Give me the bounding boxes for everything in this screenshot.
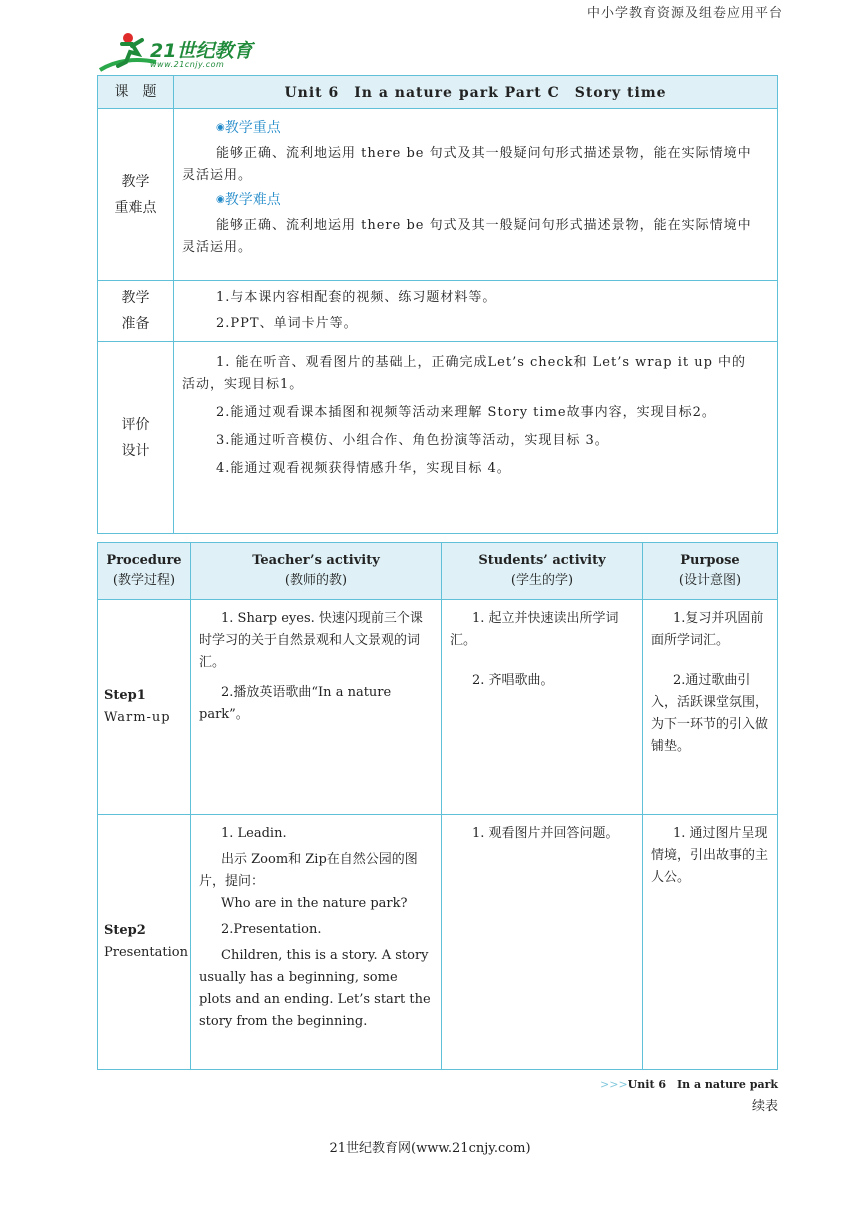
site-footer: 21世纪教育网(www.21cnjy.com) [329,1141,531,1156]
teacher-activity: 1. Leadin. 出示 Zoom和 Zip在自然公园的图片，提问： Who are in the nature park? 2.Presentation. Children, this is a story. A story usually has a beginning, some plots and an ending. Let’s start the story from the beginning. [191,815,442,1070]
purpose-cell: 1. 通过图片呈现情境，引出故事的主人公。 [643,815,778,1070]
prep-item: 2.PPT、单词卡片等。 [216,316,358,331]
continued-label: 续表 [751,1099,778,1114]
students-activity: 1. 起立并快速读出所学词汇。 2. 齐唱歌曲。 [442,600,643,815]
difficult-points-title: ◉教学难点 [216,192,281,208]
step-cell: Step2 Presentation [98,815,191,1070]
topic-label: 课 题 [98,76,174,109]
difficult-points-text: 能够正确、流利地运用 there be 句式及其一般疑问句形式描述景物，能在实际情境中灵活运用。 [182,218,752,255]
eval-item: 1. 能在听音、观看图片的基础上，正确完成Let’s check和 Let’s wrap it up 中的活动，实现目标1。 [182,355,747,392]
header-students: Students’ activity (学生的学) [442,543,643,600]
teacher-activity: 1. Sharp eyes. 快速闪现前三个课时学习的关于自然景观和人文景观的词汇。 2.播放英语歌曲“In a nature park”。 [191,600,442,815]
table-row [98,600,778,815]
header-procedure: Procedure (教学过程) [98,543,191,600]
platform-name: 中小学教育资源及组卷应用平台 [586,6,783,21]
logo-text: 21世纪教育 [150,40,253,62]
key-points-text: 能够正确、流利地运用 there be 句式及其一般疑问句形式描述景物，能在实际情境中灵活运用。 [182,146,752,183]
table-row [98,815,778,1070]
key-points-label: 教学 重难点 [98,109,174,281]
students-activity: 1. 观看图片并回答问题。 [442,815,643,1070]
purpose-cell: 1.复习并巩固前面所学词汇。 2.通过歌曲引入，活跃课堂氛围，为下一环节的引入做铺垫。 [643,600,778,815]
eval-label: 评价 设计 [98,342,174,534]
step-cell: Step1 Warm-up [98,600,191,815]
lesson-topic: Unit 6 In a nature park Part C Story time [174,76,778,109]
header-purpose: Purpose (设计意图) [643,543,778,600]
lesson-info-table [97,75,778,534]
eval-item: 2.能通过观看课本插图和视频等活动来理解 Story time故事内容，实现目标2。 [216,405,716,420]
key-points-title: ◉教学重点 [216,120,281,136]
procedure-table [97,542,778,1070]
eval-item: 4.能通过观看视频获得情感升华，实现目标 4。 [216,461,511,476]
logo-url: www.21cnjy.com [150,60,225,69]
eval-item: 3.能通过听音模仿、小组合作、角色扮演等活动，实现目标 3。 [216,433,609,448]
unit-footer: >>>Unit 6 In a nature park [600,1078,778,1091]
header-teacher: Teacher’s activity (教师的教) [191,543,442,600]
prep-item: 1.与本课内容相配套的视频、练习题材料等。 [216,290,497,305]
prep-label: 教学 准备 [98,281,174,342]
